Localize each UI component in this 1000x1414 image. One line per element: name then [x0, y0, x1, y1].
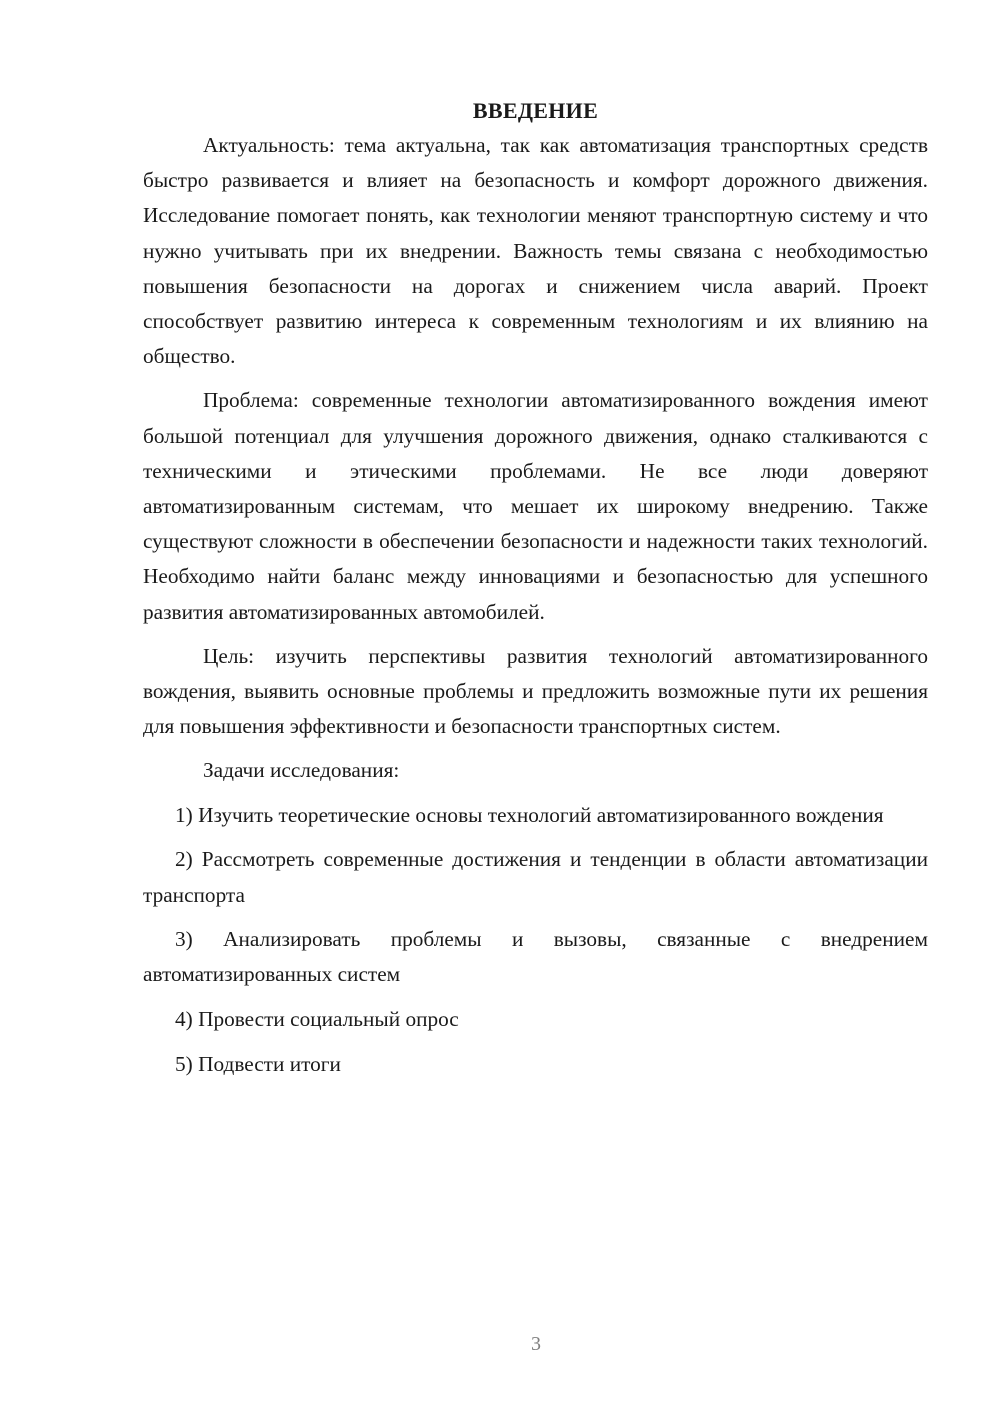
paragraph-goal: Цель: изучить перспективы развития технологий автоматизированного вождения, выявить основные проблемы и предложить возможные пути их решения для повышения эффективности и безопасности транспортных систем.	[143, 643, 928, 739]
tasks-list	[143, 798, 928, 1082]
section-title: ВВЕДЕНИЕ	[472, 98, 599, 123]
paragraph-problem: Проблема: современные технологии автоматизированного вождения имеют большой потенциал для улучшения дорожного движения, однако сталкиваются с техническими и этическими проблемами. Не все люди доверяют автоматизированным системам, что мешает их широкому внедрению. Также существуют сложности в обеспечении безопасности и надежности таких технологий. Необходимо найти баланс между инновациями и безопасностью для успешного развития автоматизированных автомобилей.	[143, 388, 928, 624]
page-number: 3	[531, 1333, 541, 1355]
list-item: 4) Провести социальный опрос	[175, 1007, 459, 1032]
paragraph-tasks-heading: Задачи исследования:	[203, 758, 400, 783]
list-item: 1) Изучить теоретические основы технологий автоматизированного вождения	[175, 802, 884, 827]
paragraph-relevance: Актуальность: тема актуальна, так как автоматизация транспортных средств быстро развивается и влияет на безопасность и комфорт дорожного движения. Исследование помогает понять, как технологии меняют транспортную систему и что нужно учитывать при их внедрении. Важность темы связана с необходимостью повышения безопасности на дорогах и снижением числа аварий. Проект способствует развитию интереса к современным технологиям и их влиянию на общество.	[143, 133, 928, 369]
document-page	[143, 94, 928, 1082]
list-item: 2) Рассмотреть современные достижения и тенденции в области автоматизации транспорта	[143, 847, 928, 907]
list-item: 5) Подвести итоги	[175, 1051, 341, 1076]
list-item: 3) Анализировать проблемы и вызовы, связанные с внедрением автоматизированных систем	[143, 927, 928, 987]
